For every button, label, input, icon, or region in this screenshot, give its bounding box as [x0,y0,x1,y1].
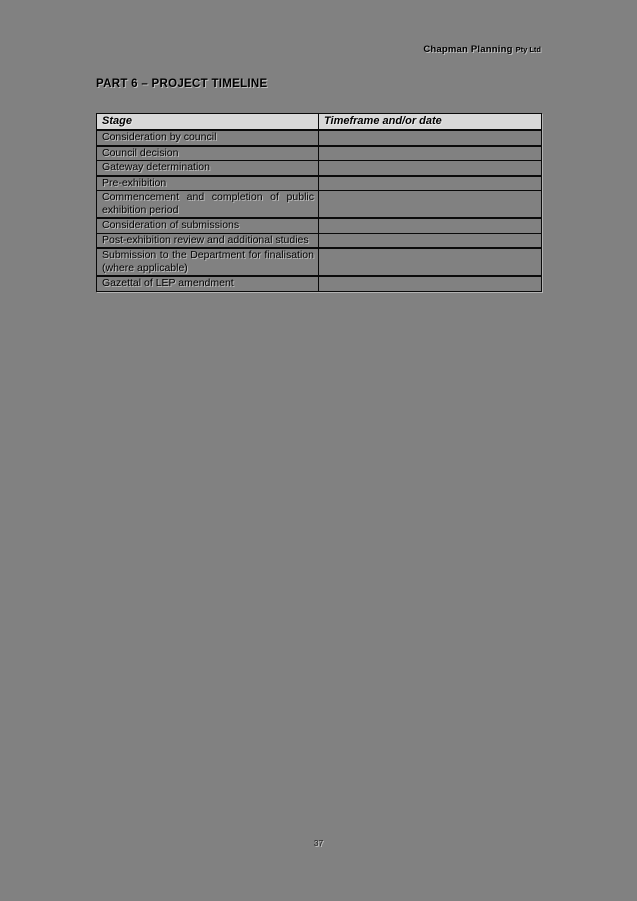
timeframe-cell [319,130,542,146]
timeframe-column-header: Timeframe and/or date [319,114,542,131]
table-row [97,191,542,219]
timeframe-cell [319,176,542,191]
timeframe-cell [319,276,542,291]
stage-cell: Consideration by council [97,130,319,146]
stage-cell: Consideration of submissions [97,218,319,233]
timeframe-cell [319,191,542,219]
stage-column-header: Stage [97,114,319,131]
timeframe-cell [319,233,542,248]
project-timeline-table [96,113,542,292]
stage-cell: Council decision [97,146,319,161]
table-row [97,146,542,161]
table-row [97,233,542,248]
stage-cell: Gazettal of LEP amendment [97,276,319,291]
table-row [97,176,542,191]
timeframe-cell [319,146,542,161]
stage-cell: Submission to the Department for finalisation (where applicable) [97,248,319,276]
timeframe-cell [319,218,542,233]
stage-cell: Commencement and completion of public exhibition period [97,191,319,219]
page-title: PART 6 – PROJECT TIMELINE [96,78,268,90]
stage-cell: Pre-exhibition [97,176,319,191]
company-suffix: Pty Ltd [515,45,541,54]
document-header [423,39,541,57]
table-row [97,161,542,176]
page-number: 37 [313,838,324,848]
table-row [97,276,542,291]
timeframe-cell [319,161,542,176]
table-row [97,130,542,146]
table-body [97,130,542,291]
table-row [97,218,542,233]
stage-cell: Gateway determination [97,161,319,176]
timeframe-cell [319,248,542,276]
table-row [97,248,542,276]
stage-cell: Post-exhibition review and additional studies [97,233,319,248]
table-header-row [97,114,542,131]
company-name: Chapman Planning [423,44,513,55]
